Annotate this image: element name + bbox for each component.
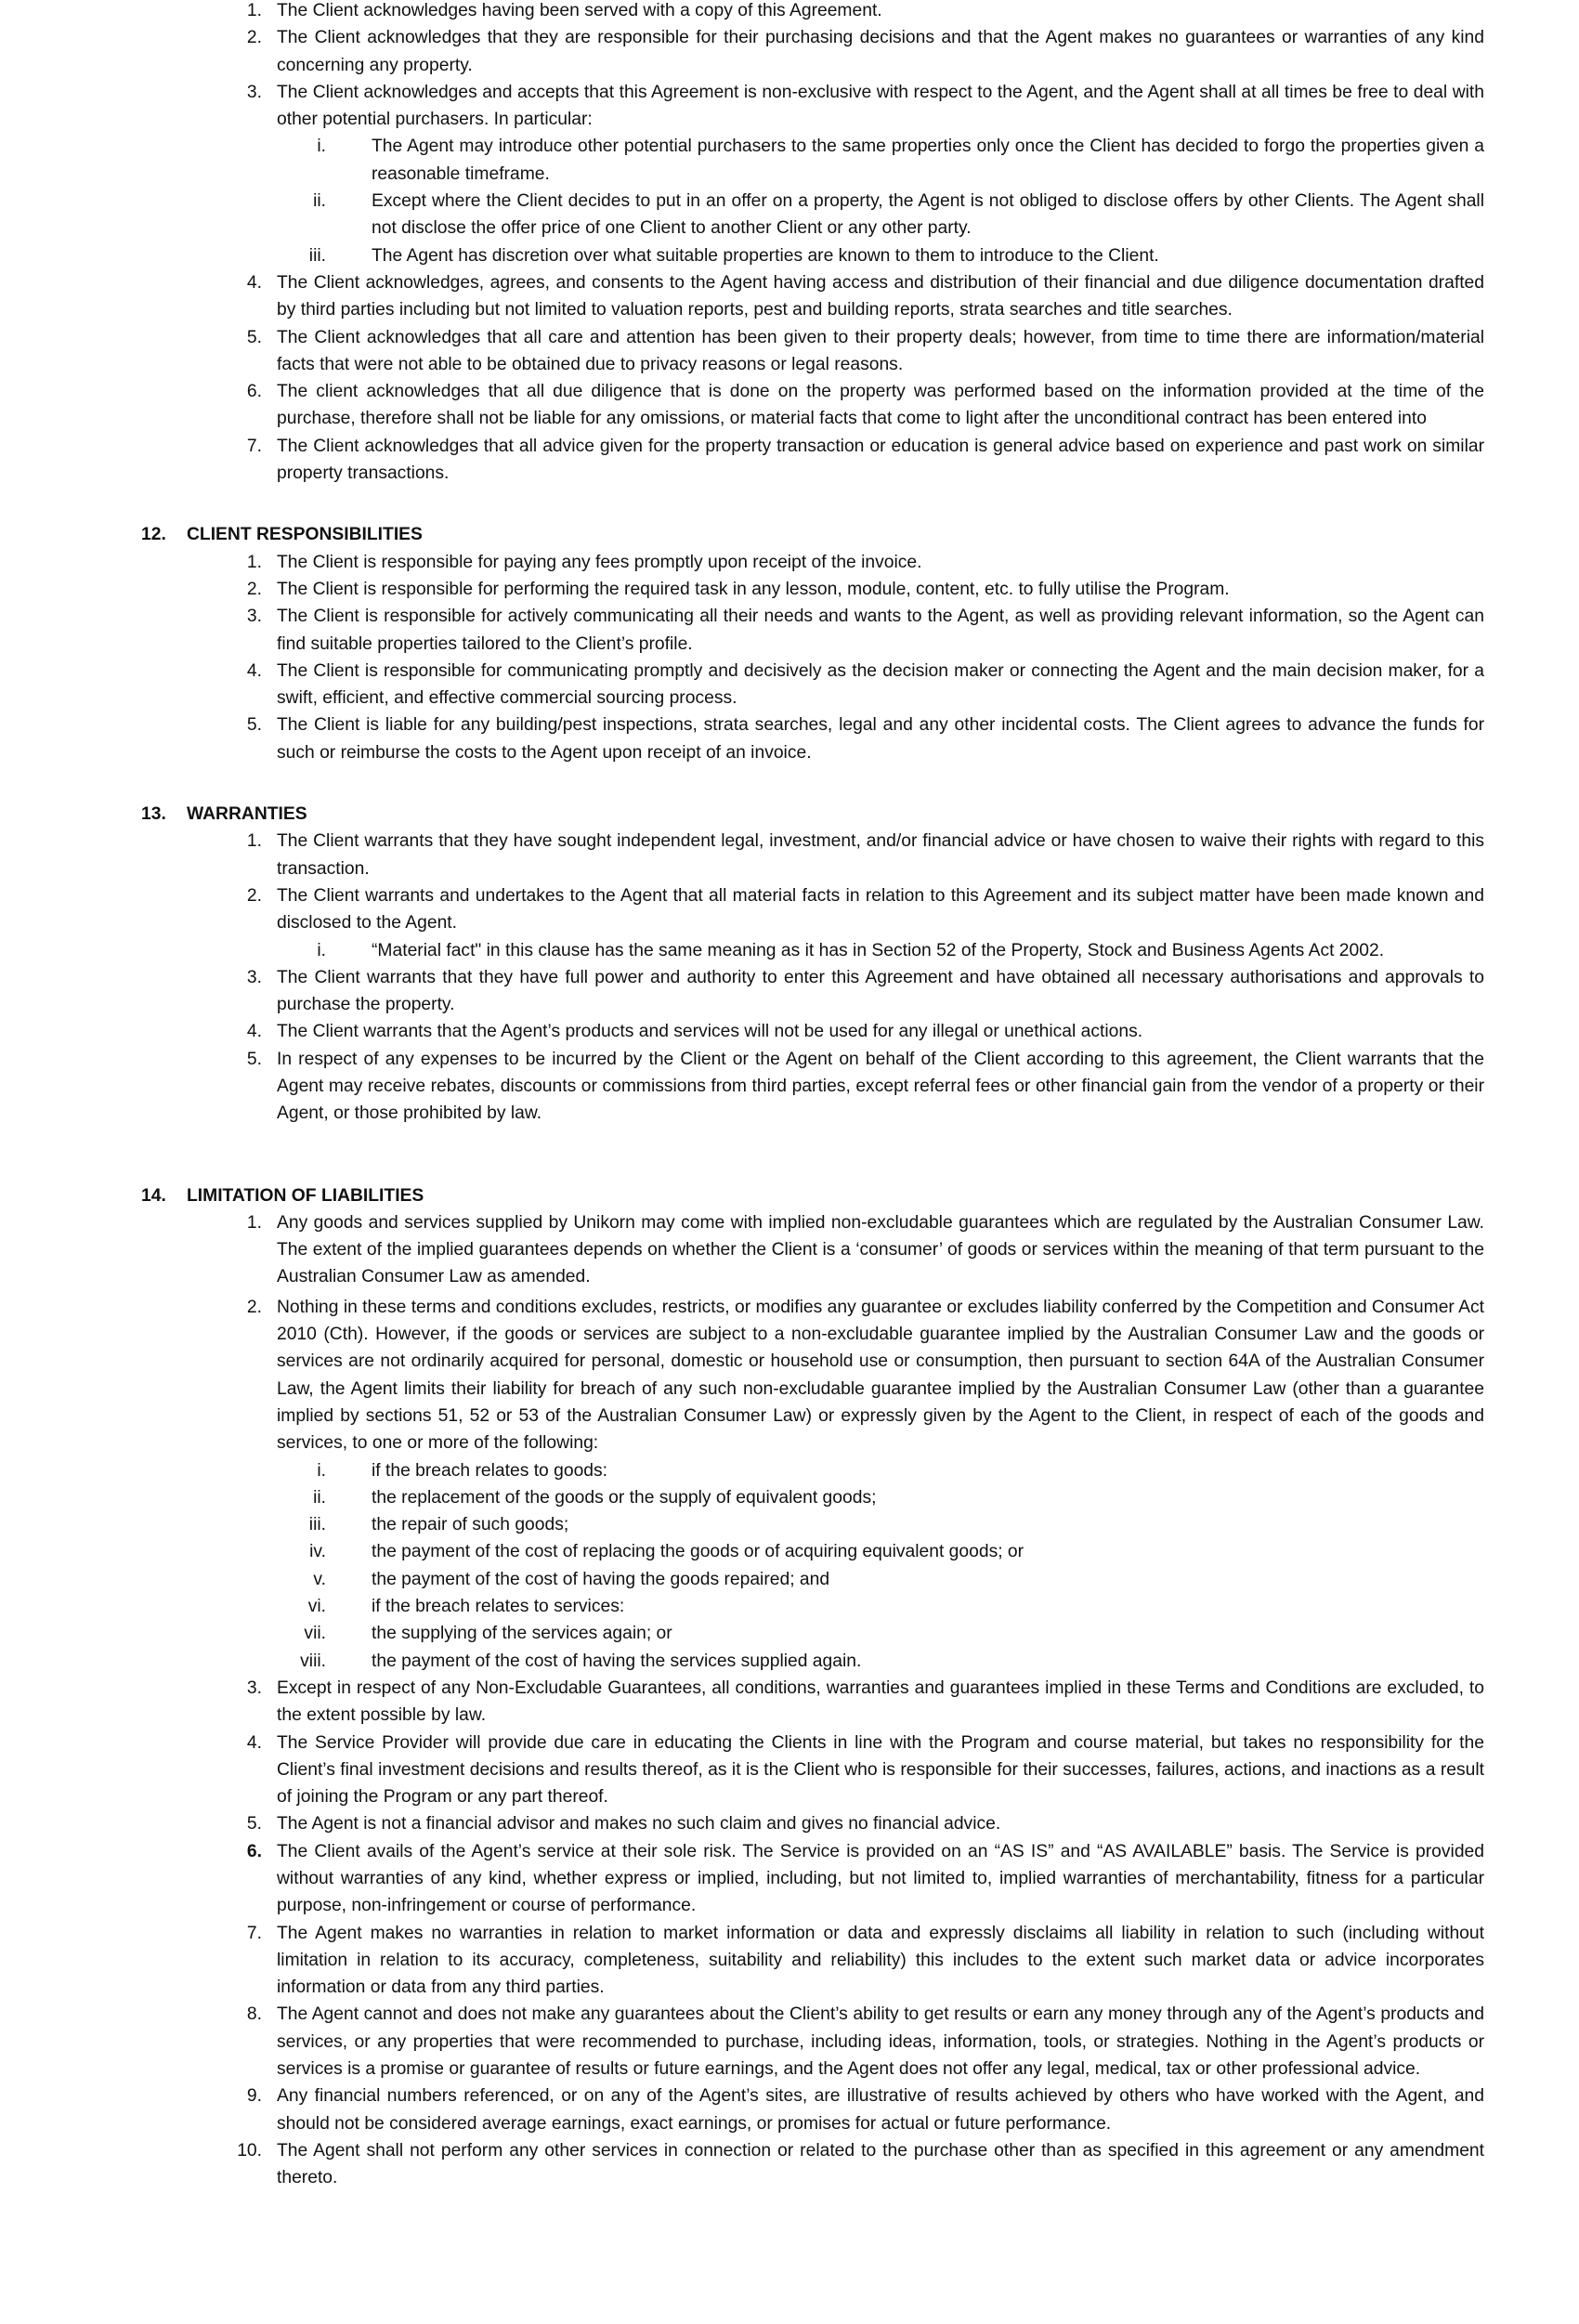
sub-list-item — [0, 1457, 1484, 1484]
item-number: 7. — [246, 436, 262, 456]
sub-list-item — [0, 1648, 1484, 1675]
item-text: The Agent cannot and does not make any guarantees about the Client’s ability to get results or earn any money through any of the Agent’s products and services, or any properties that were recommended to purchase, including ideas, information, tools, or strategies. Nothing in the Agent’s products or services is a promise or guarantee of results or future earnings, and the Agent does not offer any legal, medical, tax or other professional advice. — [277, 2004, 1484, 2080]
list-item — [0, 1209, 1484, 1294]
section-heading — [0, 1182, 1579, 1209]
sub-list-item — [0, 937, 1484, 964]
list-item — [0, 576, 1484, 603]
sub-item-number: vi. — [307, 1597, 326, 1617]
item-text: The Client acknowledges that they are responsible for their purchasing decisions and that the Agent makes no guarantees or warranties of any kind concerning any property. — [277, 28, 1484, 75]
sub-item-number: i. — [317, 1460, 326, 1481]
sub-item-text: the supplying of the services again; or — [372, 1624, 672, 1644]
section-title: WARRANTIES — [187, 804, 307, 825]
list-item — [0, 24, 1484, 79]
item-text: Nothing in these terms and conditions excludes, restricts, or modifies any guarantee or excludes liability conferred by the Competition and Consumer Act 2010 (Cth). However, if the goods or services are subject to a non-excludable guarantee implied by the Australian Consumer Law and the goods or services are not ordinarily acquired for personal, domestic or household use or consumption, then pursuant to section 64A of the Australian Consumer Law, the Agent limits their liability for breach of any such non-excludable guarantee implied by the Australian Consumer Law (other than a guarantee implied by sections 51, 52 or 53 of the Australian Consumer Law) or expressly given by the Agent to the Client, in respect of each of the goods and services, to one or more of the following: — [277, 1297, 1485, 1454]
item-text: Any goods and services supplied by Unikorn may come with implied non-excludable guarantees which are regulated by the Australian Consumer Law. The extent of the implied guarantees depends on whether the Client is a ‘consumer’ of goods or services within the meaning of that term pursuant to the Australian Consumer Law as amended. — [277, 1212, 1484, 1287]
sub-item-number: i. — [317, 137, 326, 157]
sub-list-item — [0, 1538, 1484, 1565]
list-item — [0, 2001, 1484, 2082]
list-item — [0, 828, 1484, 882]
item-text: The Client warrants that they have full power and authority to enter this Agreement and have obtained all necessary authorisations and approvals to purchase the property. — [277, 967, 1484, 1015]
sub-item-number: ii. — [313, 191, 326, 212]
sub-item-text: the payment of the cost of having the services supplied again. — [372, 1651, 862, 1671]
item-number: 1. — [246, 831, 262, 852]
item-number: 9. — [246, 2086, 262, 2107]
list-item — [0, 2082, 1484, 2137]
item-text: The Agent makes no warranties in relation to market information or data and expressly disclaims all liability in relation to such (including without limitation in relation to its accuracy, completeness, suitability and reliability) this includes to the extent such market data or advice incorporates information or data from any third parties. — [277, 1923, 1484, 1998]
sub-item-number: iv. — [309, 1542, 326, 1562]
sub-item-text: The Agent has discretion over what suitable properties are known to them to introduce to the Client. — [372, 245, 1159, 266]
sub-item-number: vii. — [304, 1624, 326, 1644]
list-item — [0, 79, 1484, 134]
section-heading — [0, 521, 1579, 548]
item-text: The Client is responsible for paying any fees promptly upon receipt of the invoice. — [277, 552, 922, 572]
item-text: The Client avails of the Agent’s service at their sole risk. The Service is provided on an “AS IS” and “AS AVAILABLE” basis. The Service is provided without warranties of any kind, whether express or implied, including, but not limited to, implied warranties of merchantability, fitness for a particular purpose, non-infringement or course of performance. — [277, 1841, 1484, 1916]
list-item — [0, 269, 1484, 324]
sub-item-number: iii. — [308, 1515, 326, 1535]
item-number: 4. — [246, 1732, 262, 1753]
sub-item-text: The Agent may introduce other potential purchasers to the same properties only once the Client has decided to forgo the properties given a reasonable timeframe. — [372, 137, 1484, 184]
item-number: 3. — [246, 607, 262, 627]
list-item — [0, 658, 1484, 712]
sub-item-text: if the breach relates to services: — [372, 1597, 625, 1617]
item-text: The Client is liable for any building/pest inspections, strata searches, legal and any other incidental costs. The Client agrees to advance the funds for such or reimburse the costs to the Agent upon receipt of an invoice. — [277, 715, 1484, 763]
list-item — [0, 378, 1484, 433]
item-number: 8. — [246, 2004, 262, 2025]
list-item — [0, 2137, 1484, 2192]
section-warranties — [0, 801, 1579, 1128]
item-number: 3. — [246, 82, 262, 102]
item-number: 2. — [246, 1297, 262, 1317]
item-number: 2. — [246, 579, 262, 599]
sub-item-number: i. — [317, 940, 326, 960]
list-item — [0, 882, 1484, 937]
section-number: 12. — [141, 525, 166, 545]
list-item — [0, 1018, 1484, 1045]
section-title: CLIENT RESPONSIBILITIES — [187, 525, 423, 545]
section-client-responsibilities — [0, 521, 1579, 766]
item-text: The Client acknowledges that all care and attention has been given to their property deals; however, from time to time there are information/material facts that were not able to be obtained due to privacy reasons or legal reasons. — [277, 327, 1484, 374]
item-number: 4. — [246, 272, 262, 293]
item-number: 2. — [246, 885, 262, 906]
item-text: The Client is responsible for actively communicating all their needs and wants to the Agent, as well as providing relevant information, so the Agent can find suitable properties tailored to the Client’s profile. — [277, 607, 1484, 654]
item-text: The Service Provider will provide due care in educating the Clients in line with the Program and course material, but takes no responsibility for the Client’s final investment decisions and results thereof, as it is the Client who is responsible for their successes, failures, actions, and inactions as a result of joining the Program or any part thereof. — [277, 1732, 1484, 1808]
sub-item-text: Except where the Client decides to put in an offer on a property, the Agent is not obliged to disclose offers by other Clients. The Agent shall not disclose the offer price of one Client to another Client or any other party. — [372, 191, 1484, 239]
item-text: The Agent shall not perform any other services in connection or related to the purchase other than as specified in this agreement or any amendment thereto. — [277, 2140, 1484, 2188]
list-item — [0, 1838, 1484, 1920]
list-item — [0, 1675, 1484, 1730]
list-item — [0, 549, 1484, 576]
item-text: The Client is responsible for performing the required task in any lesson, module, content, etc. to fully utilise the Program. — [277, 579, 1230, 599]
section-number: 14. — [141, 1185, 166, 1206]
list-item — [0, 1730, 1484, 1811]
sub-item-number: viii. — [300, 1651, 326, 1671]
section-title: LIMITATION OF LIABILITIES — [187, 1185, 424, 1206]
sub-item-text: the replacement of the goods or the supply of equivalent goods; — [372, 1487, 877, 1508]
item-text: The Client warrants that the Agent’s products and services will not be used for any illegal or unethical actions. — [277, 1022, 1143, 1042]
section-limitation-of-liabilities — [0, 1182, 1579, 2192]
list-item — [0, 433, 1484, 488]
list-item — [0, 324, 1484, 379]
sub-list-item — [0, 1484, 1484, 1511]
item-number: 6. — [246, 382, 262, 402]
list-item — [0, 964, 1484, 1019]
item-number: 5. — [246, 715, 262, 736]
item-text: In respect of any expenses to be incurred by the Client or the Agent on behalf of the Client according to this agreement, the Client warrants that the Agent may receive rebates, discounts or commissions from third parties, except referral fees or other financial gain from the vendor of a property or their Agent, or those prohibited by law. — [277, 1049, 1484, 1124]
item-number: 5. — [246, 1049, 262, 1069]
sub-list-item — [0, 1511, 1484, 1538]
sub-item-number: ii. — [313, 1487, 326, 1508]
sub-item-text: the payment of the cost of having the goods repaired; and — [372, 1569, 830, 1589]
item-number: 6. — [246, 1841, 262, 1861]
sub-list-item — [0, 1593, 1484, 1620]
list-item — [0, 712, 1484, 766]
section-number: 13. — [141, 804, 166, 825]
item-number: 7. — [246, 1923, 262, 1943]
list-item — [0, 603, 1484, 658]
list-item — [0, 1810, 1484, 1837]
item-number: 10. — [237, 2140, 262, 2161]
item-text: The Client acknowledges having been served with a copy of this Agreement. — [277, 1, 882, 20]
item-text: The Client warrants that they have sought independent legal, investment, and/or financial advice or have chosen to waive their rights with regard to this transaction. — [277, 831, 1484, 879]
sub-list-item — [0, 188, 1484, 242]
sub-item-text: the payment of the cost of replacing the goods or of acquiring equivalent goods; or — [372, 1542, 1024, 1562]
sub-item-text: “Material fact" in this clause has the same meaning as it has in Section 52 of the Property, Stock and Business Agents Act 2002. — [372, 940, 1385, 960]
sub-list-item — [0, 1566, 1484, 1593]
item-text: The Client warrants and undertakes to the Agent that all material facts in relation to this Agreement and its subject matter have been made known and disclosed to the Agent. — [277, 885, 1484, 934]
item-number: 5. — [246, 327, 262, 347]
sub-list-item — [0, 242, 1484, 269]
item-text: The client acknowledges that all due diligence that is done on the property was performed based on the information provided at the time of the purchase, therefore shall not be liable for any omissions, or material facts that come to light after the unconditional contract has been entered into — [277, 382, 1484, 429]
item-text: Except in respect of any Non-Excludable Guarantees, all conditions, warranties and guarantees implied in these Terms and Conditions are excluded, to the extent possible by law. — [277, 1678, 1484, 1726]
item-text: The Client acknowledges and accepts that this Agreement is non-exclusive with respect to the Agent, and the Agent shall at all times be free to deal with other potential purchasers. In particular: — [277, 82, 1484, 130]
sub-item-number: iii. — [308, 245, 326, 266]
item-number: 1. — [246, 552, 262, 572]
item-number: 4. — [246, 1022, 262, 1042]
item-text: The Client is responsible for communicating promptly and decisively as the decision maker or connecting the Agent and the main decision maker, for a swift, efficient, and effective commercial sourcing process. — [277, 660, 1484, 709]
item-number: 4. — [246, 660, 262, 681]
list-item — [0, 0, 1484, 24]
sub-list-item — [0, 133, 1484, 188]
item-number: 1. — [246, 1, 262, 20]
item-text: The Client acknowledges that all advice given for the property transaction or education is general advice based on experience and past work on similar property transactions. — [277, 436, 1484, 484]
sub-list-item — [0, 1620, 1484, 1647]
item-text: The Agent is not a financial advisor and makes no such claim and gives no financial advice. — [277, 1814, 1001, 1834]
list-item — [0, 1294, 1484, 1457]
sub-item-number: v. — [313, 1569, 326, 1589]
item-number: 3. — [246, 1678, 262, 1698]
item-number: 2. — [246, 28, 262, 48]
item-text: The Client acknowledges, agrees, and consents to the Agent having access and distribution of their financial and due diligence documentation drafted by third parties including but not limited to valuation reports, pest and building reports, strata searches and title searches. — [277, 272, 1484, 320]
item-text: Any financial numbers referenced, or on any of the Agent’s sites, are illustrative of results achieved by others who have worked with the Agent, and should not be considered average earnings, exact earnings, or promises for actual or future performance. — [277, 2086, 1484, 2134]
list-item — [0, 1920, 1484, 2002]
list-item — [0, 1046, 1484, 1128]
section-heading — [0, 801, 1579, 828]
item-number: 5. — [246, 1814, 262, 1834]
sub-item-text: the repair of such goods; — [372, 1515, 569, 1535]
item-number: 3. — [246, 967, 262, 987]
sub-item-text: if the breach relates to goods: — [372, 1460, 608, 1481]
section-acknowledgements — [0, 0, 1579, 487]
item-number: 1. — [246, 1212, 262, 1233]
